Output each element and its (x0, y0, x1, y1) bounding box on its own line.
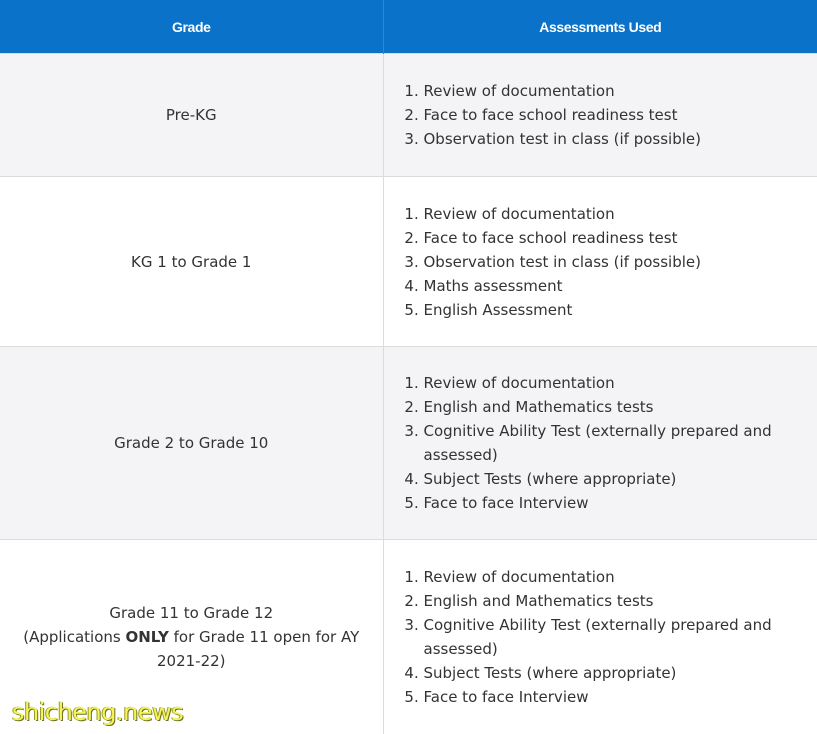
note-prefix: (Applications (23, 628, 126, 647)
list-item: 3. Observation test in class (if possible) (424, 127, 802, 151)
table-header-row (0, 0, 817, 54)
table-row (0, 54, 817, 177)
list-item: 4. Subject Tests (where appropriate) (424, 661, 802, 685)
assessment-list (384, 565, 802, 709)
list-item: 3. Cognitive Ability Test (externally prepared and assessed) (424, 613, 802, 661)
note-emphasis: ONLY (125, 628, 169, 647)
list-item: 4. Maths assessment (424, 274, 802, 298)
list-item: 3. Observation test in class (if possible) (424, 250, 802, 274)
list-item: 5. English Assessment (424, 298, 802, 322)
grade-cell: Grade 2 to Grade 10 (0, 347, 383, 540)
list-item: 1. Review of documentation (424, 79, 802, 103)
list-item: 1. Review of documentation (424, 565, 802, 589)
assessment-list (384, 202, 802, 322)
list-item: 5. Face to face Interview (424, 491, 802, 515)
table-row (0, 347, 817, 540)
list-item: 2. Face to face school readiness test (424, 103, 802, 127)
list-item: 1. Review of documentation (424, 202, 802, 226)
assessments-cell (383, 177, 817, 347)
list-item: 5. Face to face Interview (424, 685, 802, 709)
assessment-list (384, 371, 802, 515)
grade-cell: KG 1 to Grade 1 (0, 177, 383, 347)
grade-note (8, 625, 375, 673)
list-item: 2. English and Mathematics tests (424, 589, 802, 613)
note-suffix: for Grade 11 open for AY 2021-22) (156, 628, 360, 671)
assessments-cell (383, 54, 817, 177)
list-item: 2. English and Mathematics tests (424, 395, 802, 419)
assessments-cell (383, 347, 817, 540)
list-item: 2. Face to face school readiness test (424, 226, 802, 250)
list-item: 3. Cognitive Ability Test (externally prepared and assessed) (424, 419, 802, 467)
list-item: 1. Review of documentation (424, 371, 802, 395)
assessment-list (384, 79, 802, 151)
list-item: 4. Subject Tests (where appropriate) (424, 467, 802, 491)
grade-range: Grade 11 to Grade 12 (109, 604, 274, 623)
assessments-column-header: Assessments Used (383, 0, 817, 54)
assessments-cell (383, 540, 817, 734)
grade-cell: Pre-KG (0, 54, 383, 177)
table-row (0, 177, 817, 347)
grade-column-header: Grade (0, 0, 383, 54)
site-watermark: shicheng.news (12, 698, 184, 726)
